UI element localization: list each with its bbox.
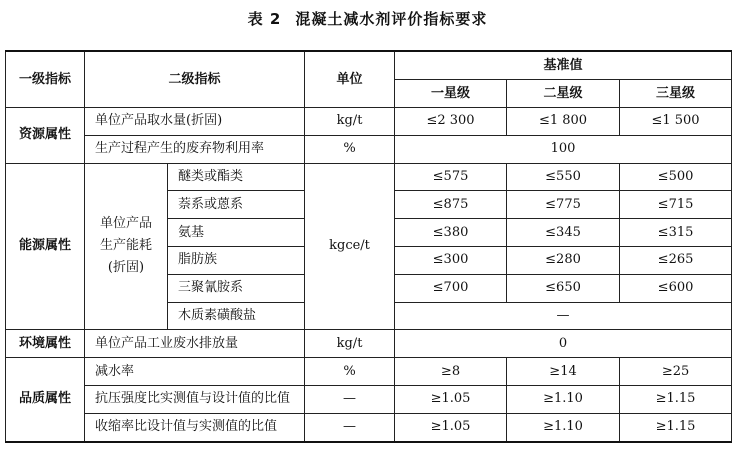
value-cell: ≥1.10 — [507, 413, 620, 441]
value-cell: ≤380 — [395, 219, 507, 247]
subtype-label: 氨基 — [168, 219, 305, 247]
value-cell: ≤280 — [507, 246, 620, 274]
category-energy: 能源属性 — [6, 163, 85, 330]
value-cell: ≤715 — [620, 191, 732, 219]
value-cell: ≤500 — [620, 163, 732, 191]
value-cell: ≤650 — [507, 274, 620, 302]
value-cell: ≤265 — [620, 246, 732, 274]
value-cell: ≤2 300 — [395, 108, 507, 136]
value-cell: ≤1 500 — [620, 108, 732, 136]
category-environment: 环境属性 — [6, 330, 85, 358]
energy-label-line-2: 生产能耗 — [99, 238, 152, 254]
header-level2: 二级指标 — [85, 51, 305, 108]
header-grade-3: 三星级 — [620, 80, 732, 108]
table-row — [6, 135, 732, 163]
unit-cell: % — [305, 358, 395, 386]
table-row — [6, 330, 732, 358]
value-cell: ≥14 — [507, 358, 620, 386]
unit-cell: % — [305, 135, 395, 163]
value-cell: 100 — [395, 135, 732, 163]
table-row — [6, 163, 732, 191]
value-cell: ≤875 — [395, 191, 507, 219]
table-row — [6, 413, 732, 441]
header-grade-1: 一星级 — [395, 80, 507, 108]
value-cell: ≤775 — [507, 191, 620, 219]
indicator-water-intake: 单位产品取水量(折固) — [85, 108, 305, 136]
energy-label-line-1: 单位产品 — [99, 216, 152, 232]
value-cell: ≤600 — [620, 274, 732, 302]
header-row-1 — [6, 51, 732, 80]
value-cell: ≥1.05 — [395, 413, 507, 441]
value-cell: ≥1.05 — [395, 385, 507, 413]
value-cell: ≤345 — [507, 219, 620, 247]
table-row — [6, 385, 732, 413]
table-row — [6, 358, 732, 386]
value-cell: 0 — [395, 330, 732, 358]
indicator-waste-utilization: 生产过程产生的废弃物利用率 — [85, 135, 305, 163]
header-level1: 一级指标 — [6, 51, 85, 108]
value-cell: ≤575 — [395, 163, 507, 191]
header-baseline: 基准值 — [395, 51, 732, 80]
value-cell: ≥25 — [620, 358, 732, 386]
energy-label-line-3: (折固) — [107, 260, 145, 276]
category-quality: 品质属性 — [6, 358, 85, 442]
unit-cell: kg/t — [305, 330, 395, 358]
category-resource: 资源属性 — [6, 108, 85, 164]
value-cell: ≤300 — [395, 246, 507, 274]
value-cell: ≥1.15 — [620, 413, 732, 441]
indicator-label: 收缩率比设计值与实测值的比值 — [85, 413, 305, 441]
subtype-label: 木质素磺酸盐 — [168, 302, 305, 330]
value-cell: ≤315 — [620, 219, 732, 247]
value-cell: ≤700 — [395, 274, 507, 302]
table-number: 表 2 — [247, 10, 282, 28]
evaluation-table — [5, 50, 732, 443]
header-grade-2: 二星级 — [507, 80, 620, 108]
table-caption — [0, 8, 735, 29]
header-unit: 单位 — [305, 51, 395, 108]
indicator-energy-consumption — [85, 163, 168, 330]
indicator-label: 减水率 — [85, 358, 305, 386]
value-cell: ≥8 — [395, 358, 507, 386]
subtype-label: 三聚氰胺系 — [168, 274, 305, 302]
unit-cell: kg/t — [305, 108, 395, 136]
subtype-label: 萘系或蒽系 — [168, 191, 305, 219]
indicator-label: 抗压强度比实测值与设计值的比值 — [85, 385, 305, 413]
table-row — [6, 108, 732, 136]
subtype-label: 脂肪族 — [168, 246, 305, 274]
value-cell: — — [395, 302, 732, 330]
indicator-wastewater: 单位产品工业废水排放量 — [85, 330, 305, 358]
value-cell: ≤1 800 — [507, 108, 620, 136]
unit-cell: kgce/t — [305, 163, 395, 330]
value-cell: ≥1.15 — [620, 385, 732, 413]
subtype-label: 醚类或酯类 — [168, 163, 305, 191]
table-title: 混凝土减水剂评价指标要求 — [295, 10, 488, 28]
value-cell: ≤550 — [507, 163, 620, 191]
value-cell: ≥1.10 — [507, 385, 620, 413]
unit-cell: — — [305, 385, 395, 413]
unit-cell: — — [305, 413, 395, 441]
